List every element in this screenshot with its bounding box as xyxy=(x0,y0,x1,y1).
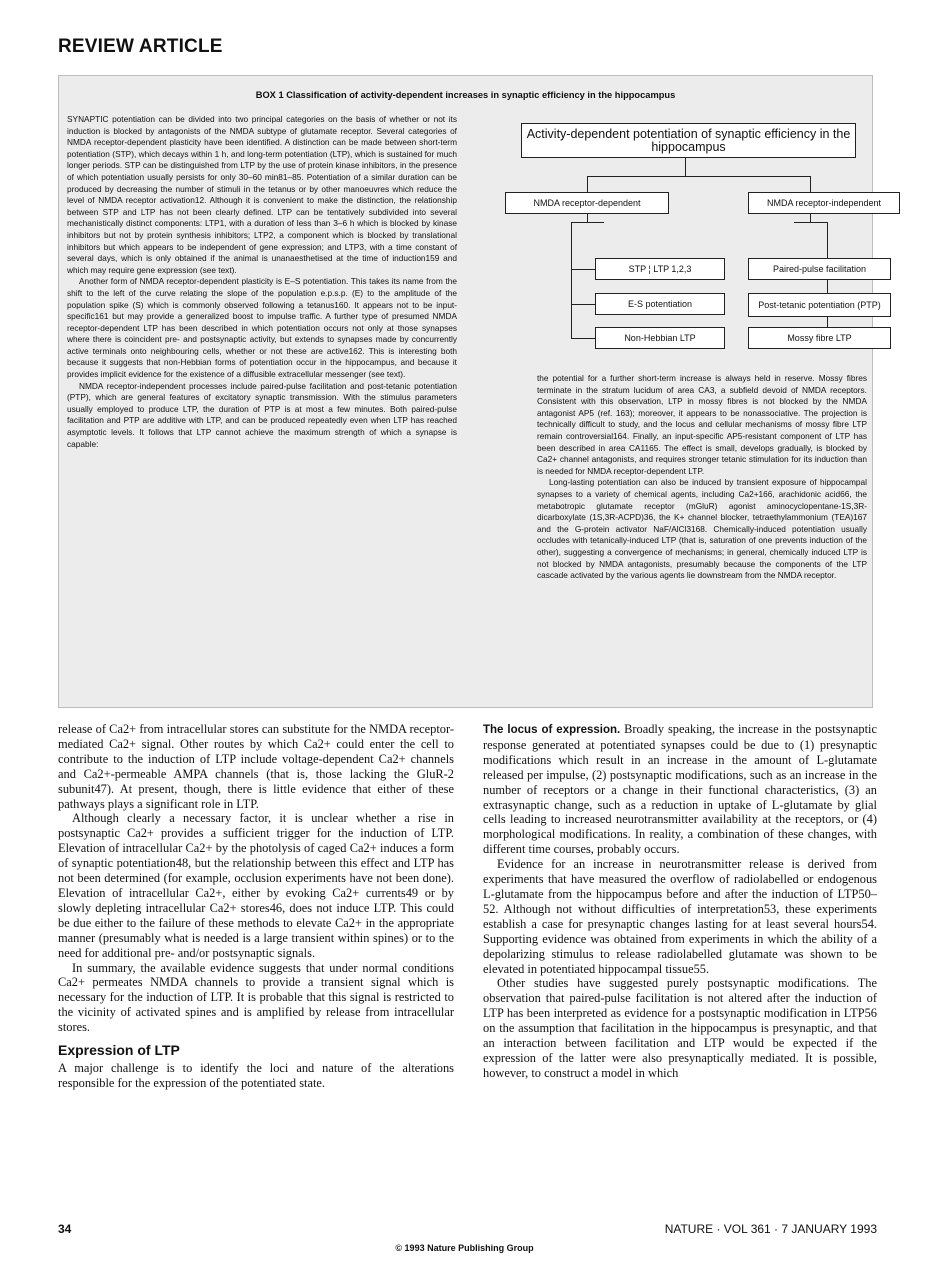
box-1 xyxy=(58,75,882,708)
box-paragraph: NMDA receptor-independent processes include paired-pulse facilitation and post-tetanic potentiation (PTP), which are general features of excitatory synaptic transmission. With the stimulus parameters usually employed to produce LTP, the duration of PTP is at most a few minutes. Both paired-pulse facilitation and PTP are additive with LTP, and can be produced repeatedly even when LTP has reached asymptotic levels. It follows that LTP cannot achieve the maximum strength of which a synapse is capable: xyxy=(67,380,457,449)
diagram-mossy-fibre-node: Mossy fibre LTP xyxy=(748,327,891,349)
box-paragraph: the potential for a further short-term increase is always held in reserve. Mossy fibres terminate in the stratum lucidum of area CA3, a subfield devoid of NMDA receptors. Consistent with this observation, LTP in mossy fibres is not blocked by the NMDA antagonist AP5 (ref. 163); moreover, it appears to be nonassociative. The projection is technically difficult to study, and the locus and cellular mechanisms of mossy fibre LTP remain controversial164. Finally, an input-specific AP5-resistant component of LTP has been described in area CA1165. The effect is small, develops gradually, is blocked by Ca2+ channel antagonists, and requires stronger tetanic stimulation for its induction than is needed for NMDA receptor-dependent LTP. xyxy=(537,373,867,476)
body-paragraph: release of Ca2+ from intracellular stores can substitute for the NMDA receptor-mediated Ca2+ signal. Other routes by which Ca2+ could enter the cell to contribute to the induction of LTP include voltage-dependent Ca2+ channels and Ca2+-permeable AMPA channels (that is, those lacking the GluR-2 subunit47). At present, though, there is little evidence that either of these pathways plays a significant role in LTP. xyxy=(58,722,454,811)
diagram-es-potentiation-node: E-S potentiation xyxy=(595,293,725,315)
diagram-nmda-dependent-node: NMDA receptor-dependent xyxy=(505,192,669,214)
box-left-column xyxy=(67,114,457,450)
diagram-ptp-node: Post-tetanic potentiation (PTP) xyxy=(748,293,891,317)
diagram-non-hebbian-ltp-node: Non-Hebbian LTP xyxy=(595,327,725,349)
journal-citation: NATURE · VOL 361 · 7 JANUARY 1993 xyxy=(664,1222,877,1236)
body-paragraph xyxy=(483,722,877,857)
diagram-paired-pulse-node: Paired-pulse facilitation xyxy=(748,258,891,280)
box-title: BOX 1 Classification of activity-dependent increases in synaptic efficiency in the hippocampus xyxy=(255,90,676,100)
body-left-column xyxy=(58,722,454,1091)
box-paragraph: Another form of NMDA receptor-dependent plasticity is E–S potentiation. This takes its name from the shift to the left of the curve relating the slope of the population e.p.s.p. (E) to the amplitude of the population spike (S) which is commonly observed following a tetanus160. It appears not to be input-specific161 but may provide a generalized boost to impulse traffic. A further type of presumed NMDA receptor-dependent LTP has been described in which potentiation occurs not only at those synapses where there is coincident pre- and postsynaptic activity, but extends to synapses made by concurrently active terminals onto neighbouring cells, whether or not these are active162. This is interesting both because it suggests that non-Hebbian forms of potentiation occur in the hippocampus, and because it provides implicit evidence for the existence of a diffusible extracellular messenger (see text). xyxy=(67,276,457,380)
article-type-header: REVIEW ARTICLE xyxy=(58,36,223,57)
box-paragraph: SYNAPTIC potentiation can be divided into two principal categories on the basis of whether or not its induction is blocked by antagonists of the NMDA subtype of glutamate receptor. Several categories of NMDA receptor-dependent plasticity have been identified. A distinction can be made between short-term potentiation (STP), which decays within 1 h, and long-term potentiation (LTP), which is sustained for much longer periods. STP can be distinguished from LTP by the use of protein kinase inhibitors, in the presence of which potentiation usually persists for only 30–60 min81–85. Potentiation of a similar duration can be produced by decreasing the number of stimuli in the tetanus or by other manoeuvres which reduce the level of NMDA receptor activation12. Although it is convenient to make the distinction, the relationship between STP and LTP has not been clearly defined. LTP can be tentatively subdivided into several mechanistically distinct components: LTP1, with a duration of less than 3–6 h which is blocked by kinase inhibitors but not by protein synthesis inhibitors; LTP2, a component which is blocked by translational inhibitors but which appears to be independent of gene expression; and LTP3, with a time constant of several days, which is only obtained if the animal is unanaesthetised at the time of induction159 and which may require gene expression (see text). xyxy=(67,114,457,275)
body-paragraph: In summary, the available evidence suggests that under normal conditions Ca2+ permeates NMDA channels to provide a transient signal which is necessary for the induction of LTP. It is probable that this signal is restricted to the vicinity of activated spines and is amplified by release from intracellular stores. xyxy=(58,960,454,1035)
body-paragraph: Other studies have suggested purely postsynaptic modifications. The observation that paired-pulse facilitation is not altered after the induction of LTP has been interpreted as evidence for a postsynaptic modification in LTP56 on the assumption that facilitation in the hippocampus is presynaptic, and that an interaction between facilitation and LTP would be expected if the expression of the latter were also presynaptically mediated. It is possible, however, to construct a model in which xyxy=(483,976,877,1080)
body-paragraph: Although clearly a necessary factor, it is unclear whether a rise in postsynaptic Ca2+ provides a sufficient trigger for the induction of LTP. Elevation of intracellular Ca2+ by the photolysis of caged Ca2+ induces a form of synaptic potentiation48, but the relationship between this effect and LTP has not been determined (for example, occlusion experiments have not been done). Elevation of intracellular Ca2+, either by evoking Ca2+ currents49 or by slowly depleting intracellular Ca2+ stores46, does not induce LTP. This could be due either to the failure of these methods to elevate Ca2+ in the appropriate manner (presumably what is needed is a large transient within spines) or to the need for additional pre- and/or postsynaptic signals. xyxy=(58,811,454,960)
runin-heading: The locus of expression. xyxy=(483,724,621,736)
box-right-column xyxy=(537,373,867,582)
page-number: 34 xyxy=(58,1222,72,1236)
diagram-stp-ltp-node: STP ¦ LTP 1,2,3 xyxy=(595,258,725,280)
body-paragraph: A major challenge is to identify the loci and nature of the alterations responsible for the expression of the potentiated state. xyxy=(58,1060,454,1090)
diagram-nmda-independent-node: NMDA receptor-independent xyxy=(748,192,900,214)
body-right-column xyxy=(483,722,877,1081)
copyright-notice: © 1993 Nature Publishing Group xyxy=(395,1243,534,1253)
section-heading: Expression of LTP xyxy=(58,1042,180,1059)
box-paragraph: Long-lasting potentiation can also be induced by transient exposure of hippocampal synapses to a variety of chemical agents, including Ca2+166, arachidonic acid66, the metabotropic glutamate receptor (mGluR) agonist aminocyclopentane-1S,3R-dicarboxylate (1S,3R-ACPD)36, the K+ channel blocker, tetraethylammonium (TEA)167 and the G-protein activator NaF/AlCl3168. Chemically-induced potentiation usually occludes with tetanically-induced LTP (that is, saturation of one prevents induction of the other), suggesting a convergence of mechanisms; in general, chemically induced LTP is not blocked by NMDA antagonists, presumably because the components of the LTP cascade activated by the various agents lie downstream from the NMDA receptor. xyxy=(537,477,867,581)
body-paragraph: Evidence for an increase in neurotransmitter release is derived from experiments that have measured the overflow of radiolabelled or endogenous L-glutamate from the hippocampus before and after the induction of LTP50–52. Although not without difficulties of interpretation53, these experiments establish a case for presynaptic changes lasting for at least several hours54. Supporting evidence was obtained from experiments in which the ability of a depolarizing stimulus to release radiolabelled glutamate was shown to be elevated in potentiated hippocampal tissue55. xyxy=(483,857,877,976)
classification-diagram xyxy=(501,117,882,367)
body-text: Broadly speaking, the increase in the postsynaptic response generated at potentiated synapses could be due to (1) presynaptic modifications which result in an increase in the amount of L-glutamate released per impulse, (2) postsynaptic modifications, such as an increase in the number of receptors or a change in their functional characteristics, (3) an extrasynaptic change, such as a reduction in uptake of L-glutamate by glial cells leading to increased neurotransmitter availability at the receptors, or (4) morphological modifications. In reality, a combination of these changes, with different time courses, probably occurs. xyxy=(483,722,877,857)
diagram-root-node: Activity-dependent potentiation of synaptic efficiency in the hippocampus xyxy=(521,123,856,158)
